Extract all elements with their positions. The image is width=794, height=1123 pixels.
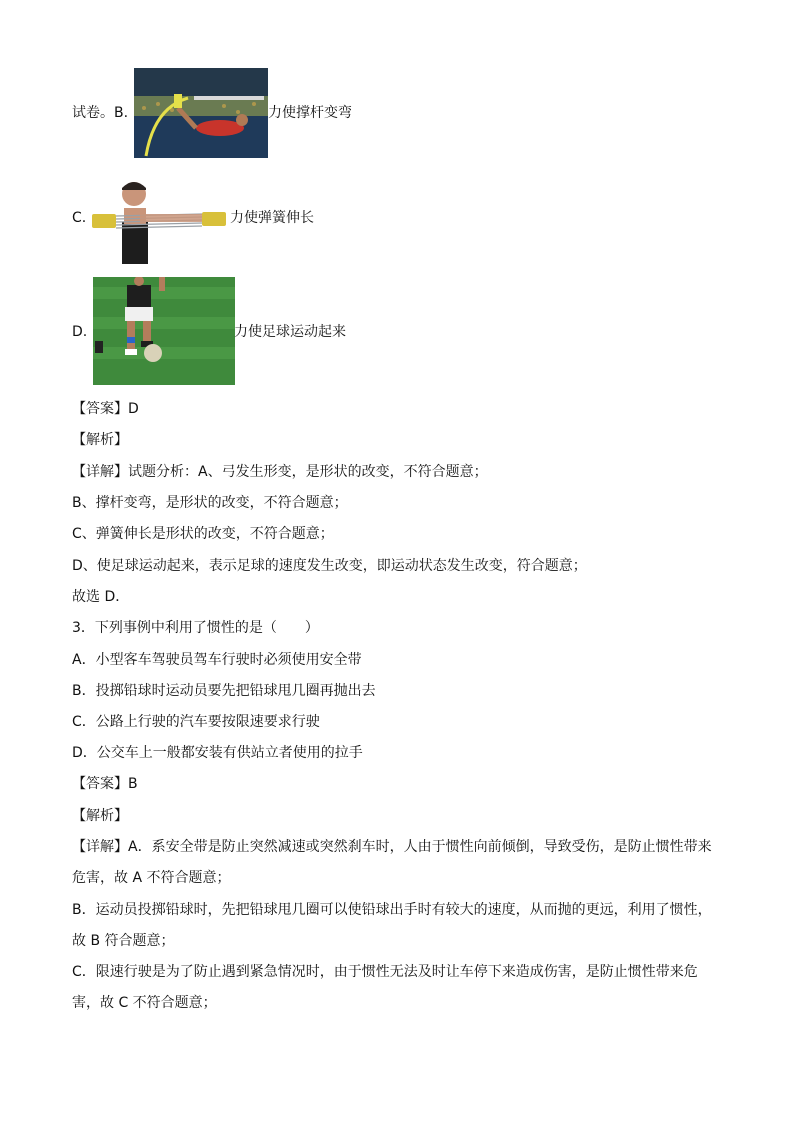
q3-answer: 【答案】B: [72, 776, 138, 792]
q3-stem: 3．下列事例中利用了惯性的是（ ）: [72, 620, 319, 636]
option-c-caption: 力使弹簧伸长: [230, 210, 314, 226]
option-b-prefix: 试卷。B.: [72, 105, 129, 121]
soccer-image: [93, 277, 235, 385]
pole-vault-image: [134, 68, 268, 158]
q2-detail-line: C、弹簧伸长是形状的改变，不符合题意；: [72, 526, 334, 542]
q3-detail-line: C．限速行驶是为了防止遇到紧急情况时，由于惯性无法及时让车停下来造成伤害，是防止惯性带来危: [72, 964, 698, 980]
option-d-caption: 力使足球运动起来: [234, 324, 346, 340]
q2-detail-line: D、使足球运动起来，表示足球的速度发生改变，即运动状态发生改变，符合题意；: [72, 558, 587, 574]
q3-detail-line: 害，故 C 不符合题意；: [72, 995, 217, 1011]
option-d-prefix: D.: [72, 324, 88, 340]
q3-detail-line: 【详解】A．系安全带是防止突然减速或突然刹车时，人由于惯性向前倾倒，导致受伤，是防止惯性带来: [72, 839, 712, 855]
option-b-caption: 力使撑杆变弯: [268, 105, 352, 121]
q2-analysis-heading: 【解析】: [72, 432, 128, 448]
option-c-prefix: C.: [72, 210, 87, 226]
q2-detail-line: 【详解】试题分析：A、弓发生形变，是形状的改变，不符合题意；: [72, 464, 488, 480]
q2-detail-line: B、撑杆变弯，是形状的改变，不符合题意；: [72, 495, 348, 511]
q3-option-c: C．公路上行驶的汽车要按限速要求行驶: [72, 714, 320, 730]
q3-option-a: A．小型客车驾驶员驾车行驶时必须使用安全带: [72, 652, 362, 668]
q2-answer: 【答案】D: [72, 401, 139, 417]
q3-option-d: D．公交车上一般都安装有供站立者使用的拉手: [72, 745, 363, 761]
q3-detail-line: 故 B 符合题意；: [72, 933, 175, 949]
q3-detail-line: B．运动员投掷铅球时，先把铅球甩几圈可以使铅球出手时有较大的速度，从而抛的更远，利用了惯性，: [72, 902, 712, 918]
q3-option-b: B．投掷铅球时运动员要先把铅球甩几圈再抛出去: [72, 683, 376, 699]
spring-expander-image: [90, 178, 228, 264]
q3-analysis-heading: 【解析】: [72, 808, 128, 824]
q3-detail-line: 危害，故 A 不符合题意；: [72, 870, 231, 886]
q2-conclusion: 故选 D．: [72, 589, 130, 605]
